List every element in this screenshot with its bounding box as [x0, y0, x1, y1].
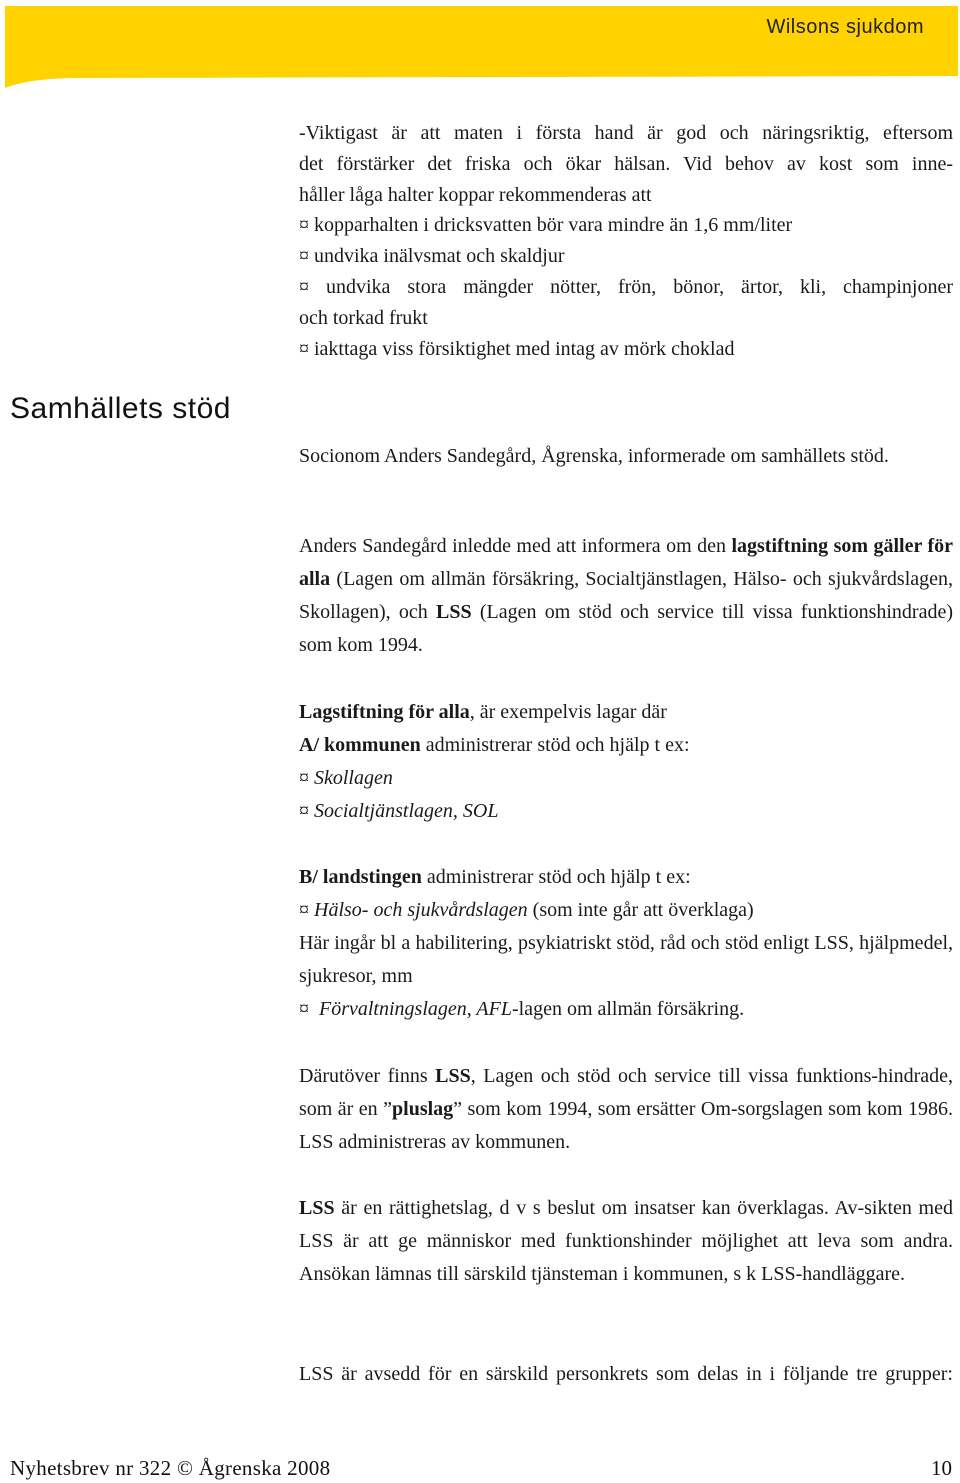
list-item: ¤ Hälso- och sjukvårdslagen (som inte går att överklaga): [299, 899, 754, 921]
intro-line-3: håller låga halter koppar rekommenderas att: [299, 183, 652, 206]
page-number: 10: [931, 1456, 952, 1480]
list-item: ¤ undvika inälvsmat och skaldjur: [299, 245, 565, 268]
laws-intro: Lagstiftning för alla, är exempelvis lagar där: [299, 701, 667, 723]
bullet-icon: ¤: [299, 998, 309, 1020]
bullet-icon: ¤: [299, 800, 309, 822]
paragraph-lss-groups: LSS är avsedd för en särskild personkrets som delas in i följande tre grupper:: [299, 1363, 953, 1385]
list-item: ¤ Skollagen: [299, 767, 393, 789]
intro-line-1: -Viktigast är att maten i första hand är god och näringsriktig, eftersom: [299, 122, 953, 144]
laws-for-all: [299, 696, 953, 828]
paragraph-lss-rights: LSS är en rättighetslag, d v s beslut om insatser kan överklagas. Av-sikten med LSS är att ge människor med funktionshinder möjlighet att leva som andra. Ansökan lämnas till särskild tjänsteman i kommunen, s k LSS-handläggare.: [299, 1197, 953, 1285]
header-banner: [0, 0, 960, 90]
list-item: ¤ kopparhalten i dricksvatten bör vara mindre än 1,6 mm/liter: [299, 214, 793, 237]
intro-text: [299, 118, 953, 364]
county-line: B/ landstingen administrerar stöd och hjälp t ex:: [299, 866, 691, 888]
bullet-icon: ¤: [299, 245, 309, 268]
paragraph-legislation: Anders Sandegård inledde med att informera om den lagstiftning som gäller för alla (Lagen om allmän försäkring, Socialtjänstlagen, Hälso- och sjukvårdslagen, Skollagen), och LSS (Lagen om stöd och service till vissa funktionshindrade) som kom 1994.: [299, 535, 954, 656]
county-laws: [299, 861, 953, 1026]
bullet-icon: ¤: [299, 275, 309, 298]
header-title: Wilsons sjukdom: [766, 16, 924, 38]
bullet-icon: ¤: [299, 337, 309, 360]
list-item: ¤ Socialtjänstlagen, SOL: [299, 800, 499, 822]
bullet-icon: ¤: [299, 214, 309, 237]
paragraph-lss-plus: Därutöver finns LSS, Lagen och stöd och service till vissa funktions-hindrade, som är en ”pluslag” som kom 1994, som ersätter Om-sorgslagen som kom 1986. LSS administreras av kommunen.: [299, 1065, 954, 1153]
county-details: Här ingår bl a habilitering, psykiatriskt stöd, råd och stöd enligt LSS, hjälpmedel, sjukresor, mm: [299, 932, 953, 987]
list-item: ¤ undvika stora mängder nötter, frön, bönor, ärtor, kli, champinjoner: [299, 275, 954, 298]
list-item: ¤ iakttaga viss försiktighet med intag av mörk choklad: [299, 337, 735, 360]
municipality-line: A/ kommunen administrerar stöd och hjälp t ex:: [299, 734, 690, 756]
list-item: ¤ Förvaltningslagen, AFL-lagen om allmän försäkring.: [299, 998, 745, 1020]
bullet-icon: ¤: [299, 767, 309, 789]
footer-publication: Nyhetsbrev nr 322 © Ågrenska 2008: [10, 1456, 331, 1480]
list-item-continuation: och torkad frukt: [299, 306, 428, 329]
section-heading: Samhällets stöd: [10, 392, 231, 425]
intro-line-2: det förstärker det friska och ökar hälsan. Vid behov av kost som inne-: [299, 152, 953, 175]
paragraph-intro-speaker: Socionom Anders Sandegård, Ågrenska, informerade om samhällets stöd.: [299, 445, 889, 467]
bullet-icon: ¤: [299, 899, 309, 921]
